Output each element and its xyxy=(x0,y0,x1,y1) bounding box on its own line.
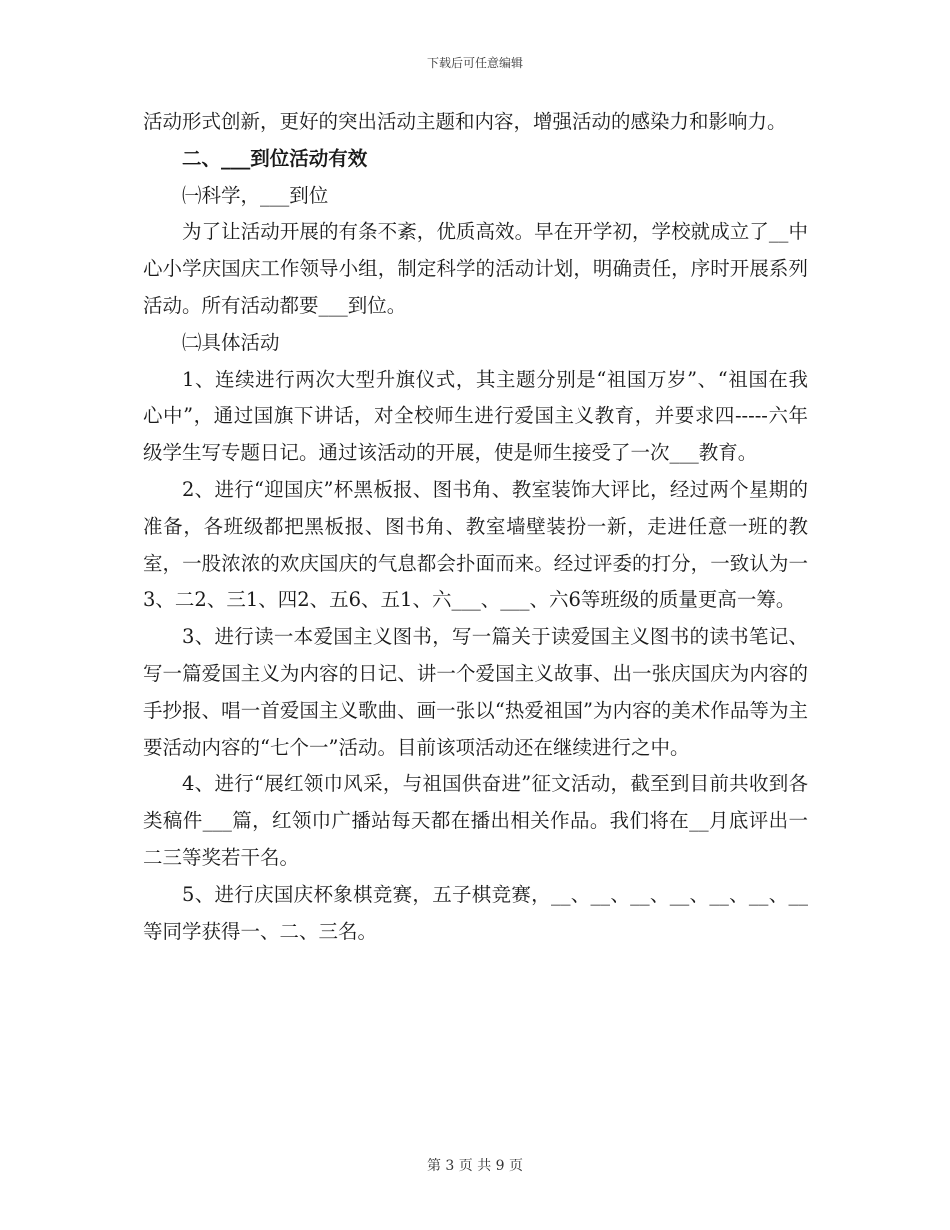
paragraph-continuation: 活动形式创新，更好的突出活动主题和内容，增强活动的感染力和影响力。 xyxy=(143,110,787,133)
paragraph: 为了让活动开展的有条不紊，优质高效。早在开学初，学校就成立了__中心小学庆国庆工作领导小组，制定科学的活动计划，明确责任，序时开展系列活动。所有活动都要___到位。 xyxy=(143,220,808,317)
list-item: 2、进行“迎国庆”杯黑板报、图书角、教室装饰大评比，经过两个星期的准备，各班级都把黑板报、图书角、教室墙壁装扮一新，走进任意一班的教室，一股浓浓的欢庆国庆的气息都会扑面而来。经过评委的打分，一致认为一3、二2、三1、四2、五6、五1、六___、___、六6等班级的质量更高一筹。 xyxy=(143,477,808,612)
subsection-heading: ㈠科学，___到位 xyxy=(182,183,329,207)
list-item: 5、进行庆国庆杯象棋竞赛，五子棋竞赛，__、__、__、__、__、__、__等同学获得一、二、三名。 xyxy=(143,882,808,943)
subsection-heading: ㈡具体活动 xyxy=(182,330,280,354)
list-item: 1、连续进行两次大型升旗仪式，其主题分别是“祖国万岁”、“祖国在我心中”，通过国旗下讲话，对全校师生进行爱国主义教育，并要求四-----六年级学生写专题日记。通过该活动的开展，使是师生接受了一次___教育。 xyxy=(143,367,808,465)
document-body xyxy=(143,104,808,950)
section-heading: 二、___到位活动有效 xyxy=(182,146,368,170)
list-item: 3、进行读一本爱国主义图书，写一篇关于读爱国主义图书的读书笔记、写一篇爱国主义为内容的日记、讲一个爱国主义故事、出一张庆国庆为内容的手抄报、唱一首爱国主义歌曲、画一张以“热爱祖国”为内容的美术作品等为主要活动内容的“七个一”活动。目前该项活动还在继续进行之中。 xyxy=(143,625,808,759)
page-number: 第 3 页 共 9 页 xyxy=(426,1158,524,1174)
list-item: 4、进行“展红领巾风采，与祖国供奋进”征文活动，截至到目前共收到各类稿件___篇，红领巾广播站每天都在播出相关作品。我们将在__月底评出一二三等奖若干名。 xyxy=(143,772,808,869)
page-header: 下载后可任意编辑 xyxy=(426,56,523,70)
